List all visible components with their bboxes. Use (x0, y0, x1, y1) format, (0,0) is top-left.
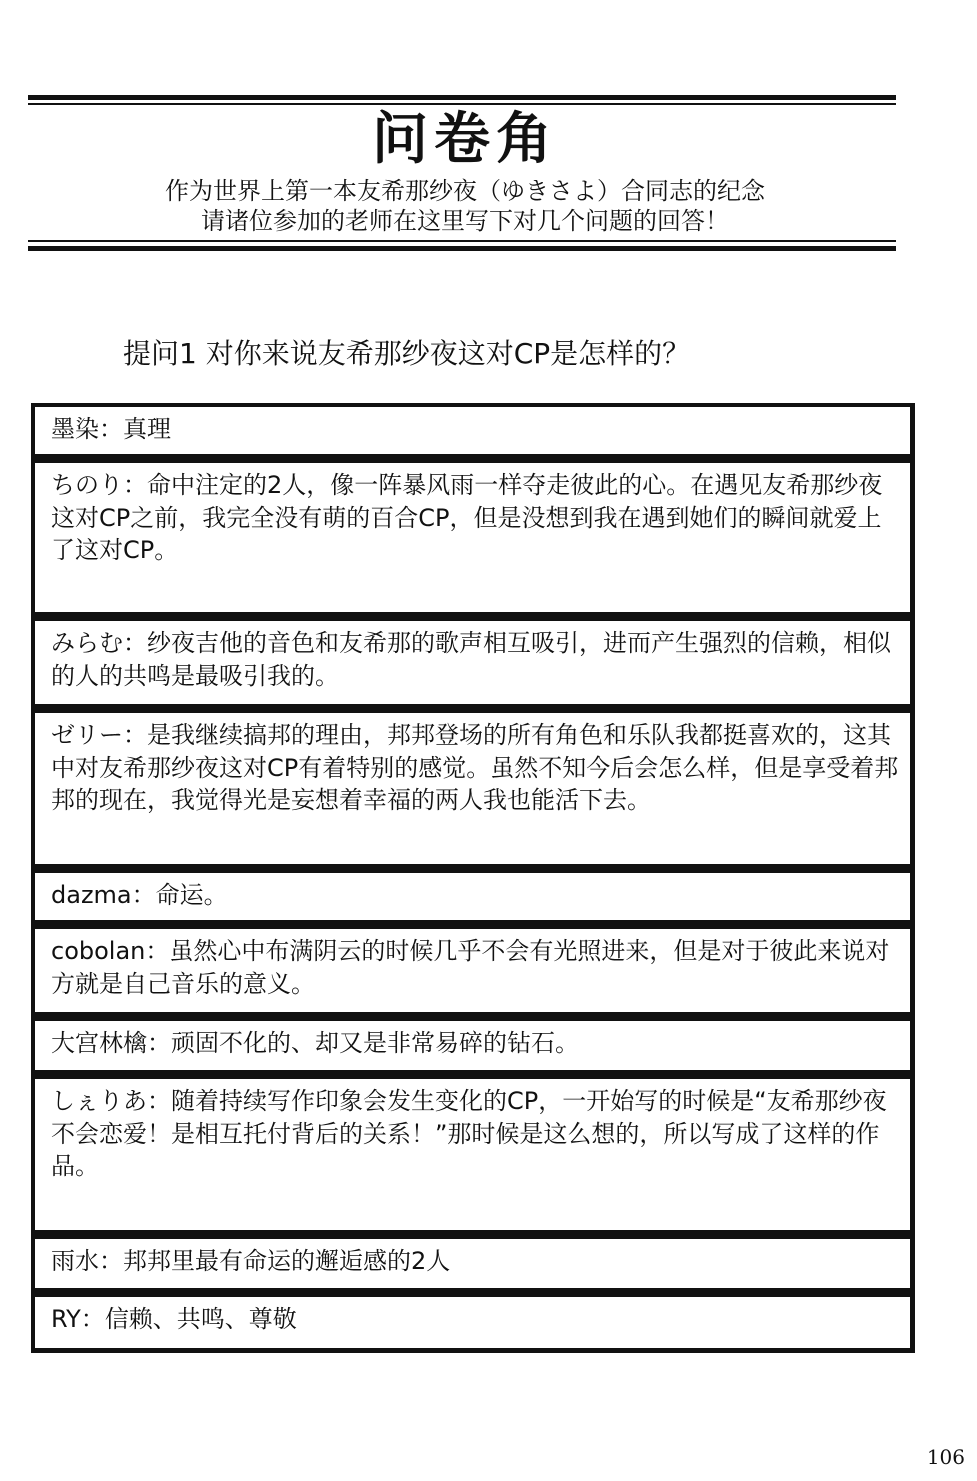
answer-author: cobolan： (51, 937, 170, 965)
answer-author: 墨染： (51, 415, 123, 443)
answer-box-miramu (31, 617, 915, 709)
question-title: 提问1 对你来说友希那纱夜这对CP是怎样的？ (123, 337, 691, 370)
answer-text: 是我继续搞邦的理由，邦邦登场的所有角色和乐队我都挺喜欢的，这其中对友希那纱夜这对CP有着特别的感觉。虽然不知今后会怎么样，但是享受着邦邦的现在，我觉得光是妄想着幸福的两人我也能活下去。 (51, 721, 899, 814)
answer-author: 雨水： (51, 1247, 123, 1275)
subtitle-line-1: 作为世界上第一本友希那纱夜（ゆきさよ）合同志的纪念 (165, 177, 765, 205)
answer-author: dazma： (51, 881, 156, 909)
answer-author: RY： (51, 1305, 105, 1333)
answer-author: しぇりあ： (51, 1087, 171, 1115)
answer-box-sheria (31, 1075, 915, 1235)
answer-text: 随着持续写作印象会发生变化的CP，一开始写的时候是“友希那纱夜不会恋爱！是相互托付背后的关系！”那时候是这么想的，所以写成了这样的作品。 (51, 1087, 887, 1180)
answer-box-oomiya-ringo (31, 1017, 915, 1075)
answer-box-chinori (31, 459, 915, 617)
page-number: 106 (926, 1445, 965, 1469)
answer-author: ゼリー： (51, 721, 147, 749)
header-top-rule-thick (28, 95, 896, 100)
answer-author: みらむ： (51, 629, 147, 657)
answer-box-mozome (31, 403, 915, 459)
answer-author: ちのり： (51, 471, 147, 499)
answer-box-ry (31, 1293, 915, 1353)
answer-text: 顽固不化的、却又是非常易碎的钻石。 (171, 1029, 579, 1057)
answer-text: 邦邦里最有命运的邂逅感的2人 (123, 1247, 451, 1275)
answer-box-cobolan (31, 925, 915, 1017)
header-bottom-rule-thick (28, 246, 896, 251)
answer-text: 信赖、共鸣、尊敬 (104, 1305, 297, 1333)
answer-text: 命运。 (155, 881, 228, 909)
answer-text: 纱夜吉他的音色和友希那的歌声相互吸引，进而产生强烈的信赖，相似的人的共鸣是最吸引我的。 (51, 629, 891, 690)
answer-box-jelly (31, 709, 915, 869)
page-title: 问卷角 (372, 106, 558, 172)
answer-text: 虽然心中布满阴云的时候几乎不会有光照进来，但是对于彼此来说对方就是自己音乐的意义。 (51, 937, 890, 998)
answer-box-dazma (31, 869, 915, 925)
subtitle-line-2: 请诸位参加的老师在这里写下对几个问题的回答！ (201, 207, 729, 235)
answer-box-ame-mizu (31, 1235, 915, 1293)
header-bottom-rule-thin (28, 240, 896, 242)
answer-text: 命中注定的2人，像一阵暴风雨一样夺走彼此的心。在遇见友希那纱夜这对CP之前，我完全没有萌的百合CP，但是没想到我在遇到她们的瞬间就爱上了这对CP。 (51, 471, 883, 564)
answer-text: 真理 (123, 415, 171, 443)
answer-author: 大宫林檎： (51, 1029, 171, 1057)
